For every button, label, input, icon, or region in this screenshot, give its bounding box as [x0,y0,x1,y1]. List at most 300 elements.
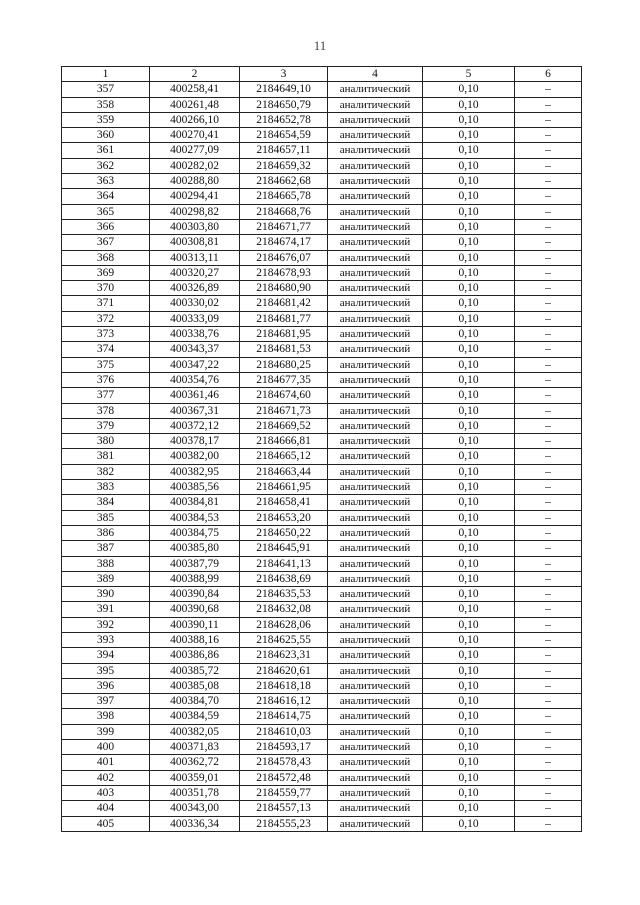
x-coordinate-cell: 400384,81 [150,495,240,510]
description-cell: – [515,709,582,724]
accuracy-cell: 0,10 [423,342,515,357]
point-number-cell: 392 [62,617,150,632]
y-coordinate-cell: 2184666,81 [240,434,328,449]
method-cell: аналитический [328,235,423,250]
method-cell: аналитический [328,525,423,540]
point-number-cell: 398 [62,709,150,724]
y-coordinate-cell: 2184661,95 [240,480,328,495]
accuracy-cell: 0,10 [423,740,515,755]
accuracy-cell: 0,10 [423,510,515,525]
accuracy-cell: 0,10 [423,648,515,663]
table-row [62,801,582,816]
point-number-cell: 375 [62,357,150,372]
x-coordinate-cell: 400388,99 [150,571,240,586]
y-coordinate-cell: 2184681,95 [240,327,328,342]
y-coordinate-cell: 2184680,90 [240,281,328,296]
y-coordinate-cell: 2184681,42 [240,296,328,311]
table-row [62,143,582,158]
point-number-cell: 360 [62,128,150,143]
description-cell: – [515,388,582,403]
method-cell: аналитический [328,617,423,632]
description-cell: – [515,602,582,617]
description-cell: – [515,694,582,709]
x-coordinate-cell: 400282,02 [150,158,240,173]
description-cell: – [515,648,582,663]
accuracy-cell: 0,10 [423,265,515,280]
table-header-row [62,67,582,82]
description-cell: – [515,219,582,234]
y-coordinate-cell: 2184623,31 [240,648,328,663]
y-coordinate-cell: 2184653,20 [240,510,328,525]
table-row [62,219,582,234]
x-coordinate-cell: 400294,41 [150,189,240,204]
y-coordinate-cell: 2184662,68 [240,174,328,189]
accuracy-cell: 0,10 [423,357,515,372]
table-row [62,311,582,326]
table-row [62,648,582,663]
column-header-6: 6 [515,67,582,82]
accuracy-cell: 0,10 [423,694,515,709]
table-row [62,112,582,127]
x-coordinate-cell: 400347,22 [150,357,240,372]
point-number-cell: 403 [62,785,150,800]
table-row [62,357,582,372]
accuracy-cell: 0,10 [423,755,515,770]
method-cell: аналитический [328,632,423,647]
point-number-cell: 400 [62,740,150,755]
accuracy-cell: 0,10 [423,434,515,449]
x-coordinate-cell: 400385,56 [150,480,240,495]
method-cell: аналитический [328,311,423,326]
description-cell: – [515,82,582,97]
coordinates-table [61,66,582,832]
x-coordinate-cell: 400385,72 [150,663,240,678]
accuracy-cell: 0,10 [423,219,515,234]
method-cell: аналитический [328,571,423,586]
x-coordinate-cell: 400266,10 [150,112,240,127]
table-row [62,709,582,724]
description-cell: – [515,816,582,831]
y-coordinate-cell: 2184671,77 [240,219,328,234]
x-coordinate-cell: 400288,80 [150,174,240,189]
method-cell: аналитический [328,556,423,571]
table-row [62,82,582,97]
point-number-cell: 397 [62,694,150,709]
x-coordinate-cell: 400336,34 [150,816,240,831]
point-number-cell: 367 [62,235,150,250]
description-cell: – [515,571,582,586]
method-cell: аналитический [328,541,423,556]
x-coordinate-cell: 400384,70 [150,694,240,709]
x-coordinate-cell: 400386,86 [150,648,240,663]
x-coordinate-cell: 400382,95 [150,464,240,479]
method-cell: аналитический [328,495,423,510]
accuracy-cell: 0,10 [423,480,515,495]
x-coordinate-cell: 400261,48 [150,97,240,112]
point-number-cell: 368 [62,250,150,265]
point-number-cell: 369 [62,265,150,280]
y-coordinate-cell: 2184618,18 [240,678,328,693]
description-cell: – [515,418,582,433]
x-coordinate-cell: 400384,59 [150,709,240,724]
point-number-cell: 404 [62,801,150,816]
method-cell: аналитический [328,587,423,602]
description-cell: – [515,480,582,495]
point-number-cell: 389 [62,571,150,586]
y-coordinate-cell: 2184616,12 [240,694,328,709]
x-coordinate-cell: 400387,79 [150,556,240,571]
description-cell: – [515,372,582,387]
y-coordinate-cell: 2184641,13 [240,556,328,571]
point-number-cell: 372 [62,311,150,326]
description-cell: – [515,724,582,739]
description-cell: – [515,755,582,770]
description-cell: – [515,112,582,127]
y-coordinate-cell: 2184677,35 [240,372,328,387]
accuracy-cell: 0,10 [423,587,515,602]
description-cell: – [515,204,582,219]
accuracy-cell: 0,10 [423,525,515,540]
x-coordinate-cell: 400298,82 [150,204,240,219]
y-coordinate-cell: 2184678,93 [240,265,328,280]
method-cell: аналитический [328,357,423,372]
y-coordinate-cell: 2184652,78 [240,112,328,127]
method-cell: аналитический [328,785,423,800]
description-cell: – [515,434,582,449]
accuracy-cell: 0,10 [423,112,515,127]
accuracy-cell: 0,10 [423,158,515,173]
table-row [62,189,582,204]
x-coordinate-cell: 400313,11 [150,250,240,265]
point-number-cell: 361 [62,143,150,158]
x-coordinate-cell: 400320,27 [150,265,240,280]
table-row [62,265,582,280]
method-cell: аналитический [328,174,423,189]
description-cell: – [515,342,582,357]
column-header-2: 2 [150,67,240,82]
method-cell: аналитический [328,755,423,770]
y-coordinate-cell: 2184632,08 [240,602,328,617]
y-coordinate-cell: 2184681,53 [240,342,328,357]
accuracy-cell: 0,10 [423,128,515,143]
y-coordinate-cell: 2184665,78 [240,189,328,204]
accuracy-cell: 0,10 [423,724,515,739]
y-coordinate-cell: 2184654,59 [240,128,328,143]
point-number-cell: 377 [62,388,150,403]
y-coordinate-cell: 2184669,52 [240,418,328,433]
y-coordinate-cell: 2184628,06 [240,617,328,632]
x-coordinate-cell: 400303,80 [150,219,240,234]
x-coordinate-cell: 400385,80 [150,541,240,556]
y-coordinate-cell: 2184671,73 [240,403,328,418]
description-cell: – [515,770,582,785]
method-cell: аналитический [328,770,423,785]
accuracy-cell: 0,10 [423,311,515,326]
description-cell: – [515,785,582,800]
x-coordinate-cell: 400354,76 [150,372,240,387]
method-cell: аналитический [328,112,423,127]
point-number-cell: 357 [62,82,150,97]
point-number-cell: 364 [62,189,150,204]
point-number-cell: 384 [62,495,150,510]
y-coordinate-cell: 2184650,22 [240,525,328,540]
description-cell: – [515,617,582,632]
x-coordinate-cell: 400258,41 [150,82,240,97]
accuracy-cell: 0,10 [423,770,515,785]
accuracy-cell: 0,10 [423,632,515,647]
accuracy-cell: 0,10 [423,403,515,418]
description-cell: – [515,740,582,755]
x-coordinate-cell: 400388,16 [150,632,240,647]
column-header-3: 3 [240,67,328,82]
table-row [62,525,582,540]
accuracy-cell: 0,10 [423,449,515,464]
table-row [62,694,582,709]
table-row [62,724,582,739]
y-coordinate-cell: 2184614,75 [240,709,328,724]
point-number-cell: 371 [62,296,150,311]
description-cell: – [515,632,582,647]
point-number-cell: 390 [62,587,150,602]
x-coordinate-cell: 400378,17 [150,434,240,449]
y-coordinate-cell: 2184668,76 [240,204,328,219]
method-cell: аналитический [328,449,423,464]
x-coordinate-cell: 400308,81 [150,235,240,250]
method-cell: аналитический [328,694,423,709]
point-number-cell: 362 [62,158,150,173]
y-coordinate-cell: 2184676,07 [240,250,328,265]
method-cell: аналитический [328,464,423,479]
method-cell: аналитический [328,327,423,342]
x-coordinate-cell: 400390,11 [150,617,240,632]
method-cell: аналитический [328,372,423,387]
y-coordinate-cell: 2184659,32 [240,158,328,173]
x-coordinate-cell: 400372,12 [150,418,240,433]
table-row [62,281,582,296]
y-coordinate-cell: 2184635,53 [240,587,328,602]
x-coordinate-cell: 400343,37 [150,342,240,357]
method-cell: аналитический [328,143,423,158]
method-cell: аналитический [328,219,423,234]
x-coordinate-cell: 400382,05 [150,724,240,739]
table-row [62,418,582,433]
description-cell: – [515,158,582,173]
point-number-cell: 386 [62,525,150,540]
method-cell: аналитический [328,740,423,755]
description-cell: – [515,250,582,265]
y-coordinate-cell: 2184665,12 [240,449,328,464]
method-cell: аналитический [328,158,423,173]
x-coordinate-cell: 400362,72 [150,755,240,770]
y-coordinate-cell: 2184657,11 [240,143,328,158]
y-coordinate-cell: 2184674,60 [240,388,328,403]
description-cell: – [515,678,582,693]
description-cell: – [515,449,582,464]
x-coordinate-cell: 400382,00 [150,449,240,464]
point-number-cell: 395 [62,663,150,678]
table-row [62,541,582,556]
x-coordinate-cell: 400333,09 [150,311,240,326]
point-number-cell: 385 [62,510,150,525]
x-coordinate-cell: 400390,84 [150,587,240,602]
method-cell: аналитический [328,128,423,143]
table-row [62,97,582,112]
description-cell: – [515,495,582,510]
description-cell: – [515,311,582,326]
table-row [62,510,582,525]
y-coordinate-cell: 2184555,23 [240,816,328,831]
y-coordinate-cell: 2184663,44 [240,464,328,479]
table-row [62,403,582,418]
table-row [62,296,582,311]
point-number-cell: 374 [62,342,150,357]
accuracy-cell: 0,10 [423,801,515,816]
x-coordinate-cell: 400351,78 [150,785,240,800]
description-cell: – [515,265,582,280]
description-cell: – [515,541,582,556]
method-cell: аналитический [328,801,423,816]
description-cell: – [515,801,582,816]
x-coordinate-cell: 400385,08 [150,678,240,693]
point-number-cell: 379 [62,418,150,433]
point-number-cell: 396 [62,678,150,693]
table-row [62,816,582,831]
table-row [62,632,582,647]
description-cell: – [515,128,582,143]
table-row [62,235,582,250]
table-row [62,617,582,632]
accuracy-cell: 0,10 [423,143,515,158]
method-cell: аналитический [328,663,423,678]
y-coordinate-cell: 2184620,61 [240,663,328,678]
table-row [62,740,582,755]
y-coordinate-cell: 2184572,48 [240,770,328,785]
description-cell: – [515,97,582,112]
y-coordinate-cell: 2184645,91 [240,541,328,556]
method-cell: аналитический [328,678,423,693]
accuracy-cell: 0,10 [423,204,515,219]
description-cell: – [515,327,582,342]
x-coordinate-cell: 400326,89 [150,281,240,296]
method-cell: аналитический [328,342,423,357]
point-number-cell: 366 [62,219,150,234]
method-cell: аналитический [328,388,423,403]
accuracy-cell: 0,10 [423,372,515,387]
accuracy-cell: 0,10 [423,388,515,403]
accuracy-cell: 0,10 [423,617,515,632]
method-cell: аналитический [328,816,423,831]
point-number-cell: 382 [62,464,150,479]
accuracy-cell: 0,10 [423,250,515,265]
point-number-cell: 388 [62,556,150,571]
table-row [62,327,582,342]
method-cell: аналитический [328,250,423,265]
description-cell: – [515,189,582,204]
table-row [62,587,582,602]
description-cell: – [515,174,582,189]
y-coordinate-cell: 2184681,77 [240,311,328,326]
method-cell: аналитический [328,648,423,663]
x-coordinate-cell: 400277,09 [150,143,240,158]
x-coordinate-cell: 400359,01 [150,770,240,785]
accuracy-cell: 0,10 [423,602,515,617]
method-cell: аналитический [328,189,423,204]
accuracy-cell: 0,10 [423,281,515,296]
method-cell: аналитический [328,204,423,219]
table-row [62,602,582,617]
accuracy-cell: 0,10 [423,571,515,586]
table-row [62,770,582,785]
method-cell: аналитический [328,480,423,495]
method-cell: аналитический [328,265,423,280]
accuracy-cell: 0,10 [423,709,515,724]
y-coordinate-cell: 2184625,55 [240,632,328,647]
table-row [62,174,582,189]
table-row [62,571,582,586]
accuracy-cell: 0,10 [423,189,515,204]
description-cell: – [515,403,582,418]
point-number-cell: 359 [62,112,150,127]
table-row [62,464,582,479]
description-cell: – [515,143,582,158]
point-number-cell: 363 [62,174,150,189]
accuracy-cell: 0,10 [423,464,515,479]
point-number-cell: 365 [62,204,150,219]
accuracy-cell: 0,10 [423,785,515,800]
x-coordinate-cell: 400361,46 [150,388,240,403]
x-coordinate-cell: 400390,68 [150,602,240,617]
method-cell: аналитический [328,97,423,112]
table-body [62,82,582,832]
description-cell: – [515,587,582,602]
column-header-1: 1 [62,67,150,82]
y-coordinate-cell: 2184674,17 [240,235,328,250]
table-row [62,372,582,387]
description-cell: – [515,235,582,250]
y-coordinate-cell: 2184638,69 [240,571,328,586]
table-row [62,480,582,495]
x-coordinate-cell: 400330,02 [150,296,240,311]
x-coordinate-cell: 400384,53 [150,510,240,525]
description-cell: – [515,464,582,479]
table-row [62,204,582,219]
accuracy-cell: 0,10 [423,82,515,97]
point-number-cell: 391 [62,602,150,617]
accuracy-cell: 0,10 [423,663,515,678]
description-cell: – [515,510,582,525]
point-number-cell: 405 [62,816,150,831]
y-coordinate-cell: 2184649,10 [240,82,328,97]
accuracy-cell: 0,10 [423,174,515,189]
x-coordinate-cell: 400384,75 [150,525,240,540]
method-cell: аналитический [328,296,423,311]
point-number-cell: 373 [62,327,150,342]
table-row [62,434,582,449]
table-row [62,128,582,143]
accuracy-cell: 0,10 [423,327,515,342]
accuracy-cell: 0,10 [423,541,515,556]
point-number-cell: 393 [62,632,150,647]
accuracy-cell: 0,10 [423,495,515,510]
method-cell: аналитический [328,418,423,433]
point-number-cell: 402 [62,770,150,785]
point-number-cell: 387 [62,541,150,556]
y-coordinate-cell: 2184559,77 [240,785,328,800]
accuracy-cell: 0,10 [423,97,515,112]
accuracy-cell: 0,10 [423,678,515,693]
x-coordinate-cell: 400367,31 [150,403,240,418]
method-cell: аналитический [328,403,423,418]
